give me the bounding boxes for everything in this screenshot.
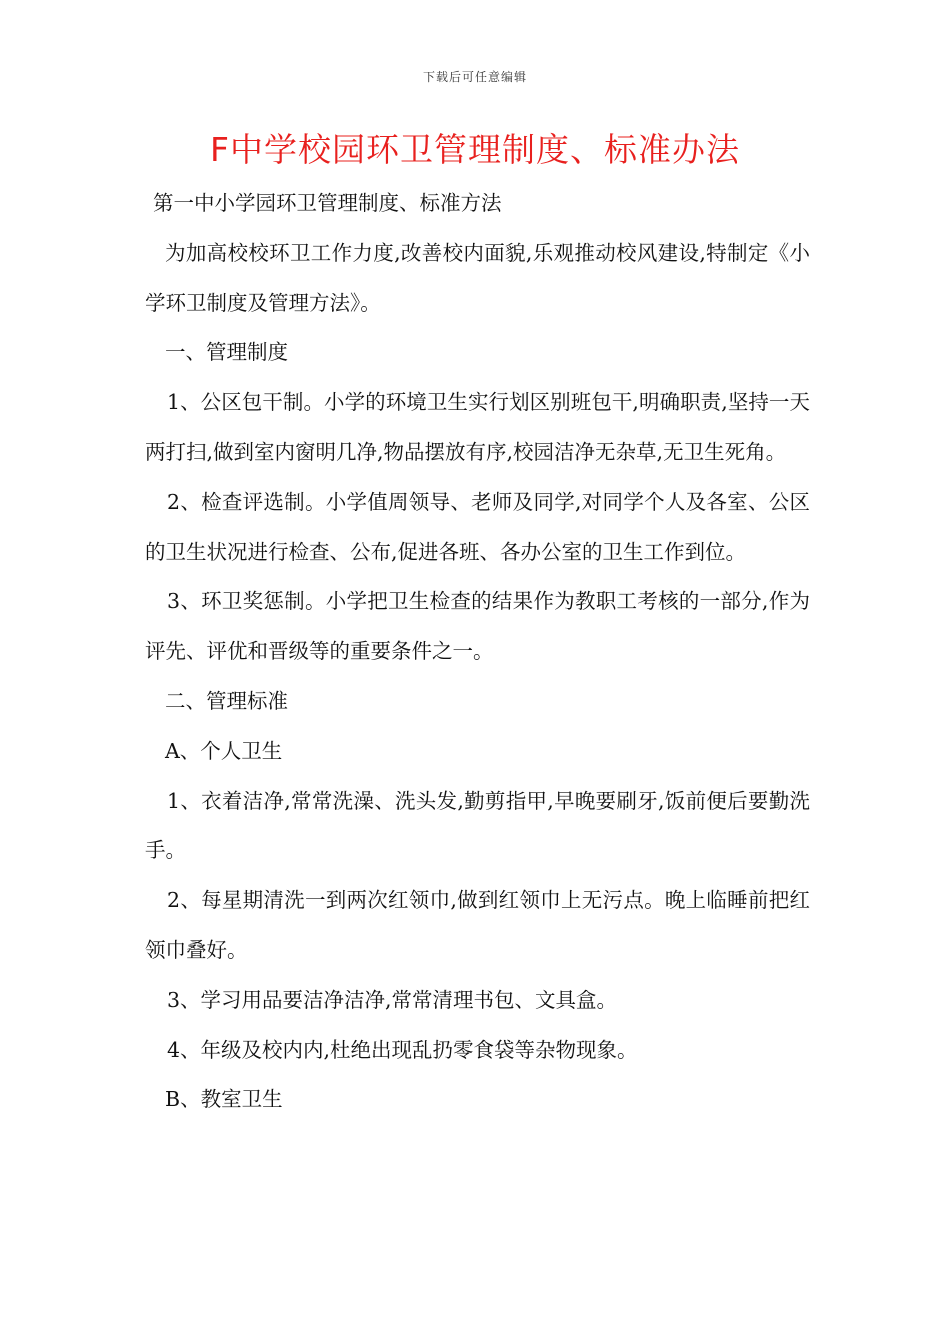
document-body (145, 179, 810, 1125)
hygiene-item-3: 3、学习用品要洁净洁净,常常清理书包、文具盒。 (167, 987, 618, 1012)
system-item-2: 2、检查评选制。小学值周领导、老师及同学,对同学个人及各室、公区的卫生状况进行检查、公布,促进各班、各办公室的卫生工作到位。 (145, 489, 810, 564)
hygiene-item-1: 1、衣着洁净,常常洗澡、洗头发,勤剪指甲,早晚要刷牙,饭前便后要勤洗手。 (145, 788, 810, 863)
subtitle-paragraph: 第一中小学园环卫管理制度、标准方法 (153, 191, 502, 215)
hygiene-item-4: 4、年级及校内内,杜绝出现乱扔零食袋等杂物现象。 (167, 1037, 638, 1062)
section-heading-management-system: 一、管理制度 (165, 340, 288, 365)
header-note: 下载后可任意编辑 (422, 70, 527, 84)
hygiene-item-2: 2、每星期清洗一到两次红领巾,做到红领巾上无污点。晚上临睡前把红领巾叠好。 (145, 888, 810, 962)
intro-paragraph: 为加高校校环卫工作力度,改善校内面貌,乐观推动校风建设,特制定《小学环卫制度及管理方法》。 (145, 240, 810, 315)
subsection-heading-personal-hygiene: A、个人卫生 (165, 738, 283, 763)
section-heading-management-standard: 二、管理标准 (165, 688, 288, 713)
subsection-heading-classroom-hygiene: B、教室卫生 (165, 1087, 283, 1112)
document-title: F中学校园环卫管理制度、标准办法 (210, 130, 740, 169)
system-item-1: 1、公区包干制。小学的环境卫生实行划区别班包干,明确职责,坚持一天两打扫,做到室内窗明几净,物品摆放有序,校园洁净无杂草,无卫生死角。 (145, 390, 810, 464)
system-item-3: 3、环卫奖惩制。小学把卫生检查的结果作为教职工考核的一部分,作为评先、评优和晋级等的重要条件之一。 (145, 589, 810, 664)
